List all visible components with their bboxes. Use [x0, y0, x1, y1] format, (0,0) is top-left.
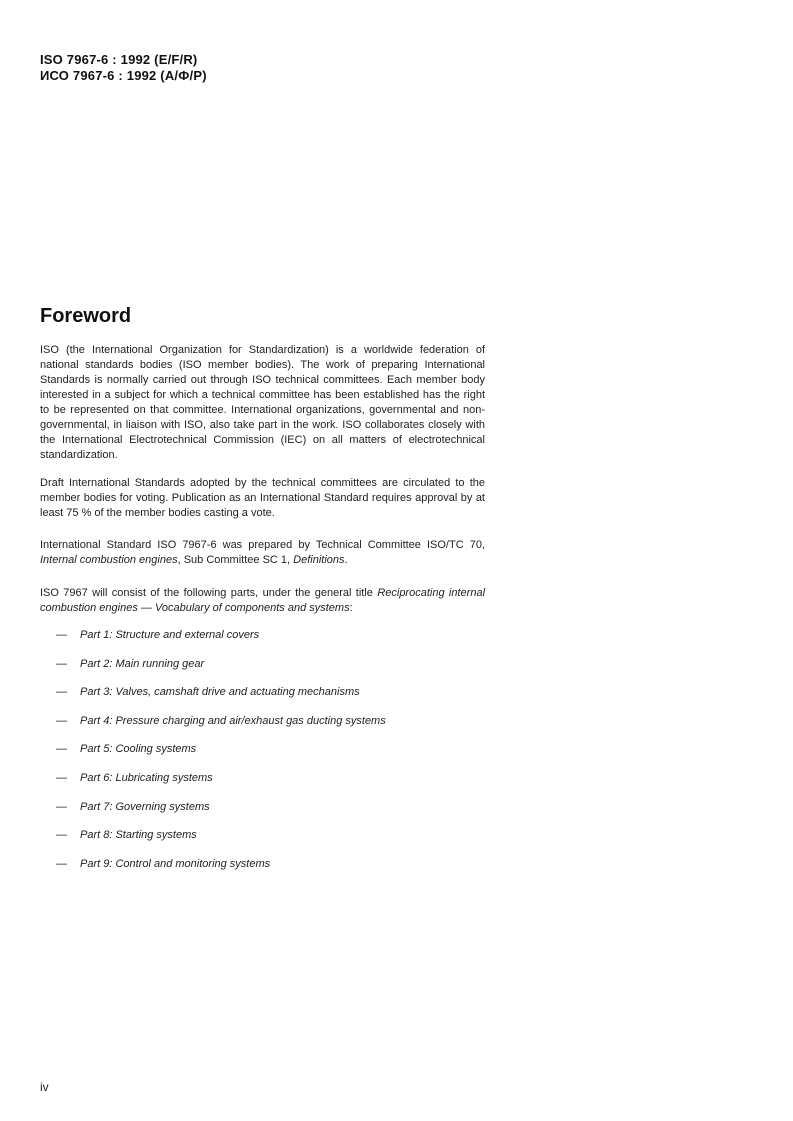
standard-number-latin: ISO 7967-6 : 1992 (E/F/R) — [40, 52, 198, 67]
list-dash: — — [56, 714, 67, 727]
list-dash: — — [56, 800, 67, 813]
list-dash: — — [56, 743, 67, 756]
page-title: Foreword — [40, 305, 132, 327]
list-dash: — — [56, 857, 67, 870]
list-item — [40, 828, 386, 857]
paragraph-draft-standards: Draft International Standards adopted by the technical committees are circulated to the member bodies for voting. Publication as an International Standard requires approval by at least 75 % of the member bodies casting a vote. — [40, 477, 485, 519]
list-item — [40, 685, 386, 714]
document-header — [40, 52, 207, 84]
list-item — [40, 742, 386, 771]
part-title: Main running gear — [115, 657, 205, 670]
paragraph-iso-intro: ISO (the International Organization for Standardization) is a worldwide federation of national standards bodies (ISO member bodies). The work of preparing International Standards is normally carried out through ISO technical committees. Each member body interested in a subject for which a technical committee has been established has the right to be represented on that committee. International organizations, governmental and non-governmental, in liaison with ISO, also take part in the work. ISO collaborates closely with the International Electrotechnical Commission (IEC) on all matters of electrotechnical standardization. — [40, 344, 485, 461]
paragraph-prepared-by — [40, 538, 485, 568]
committee-title: Internal combustion engines — [40, 554, 178, 566]
part-label: Part 3: — [80, 686, 113, 699]
list-item — [40, 657, 386, 686]
list-item — [40, 771, 386, 800]
list-item — [40, 628, 386, 657]
paragraph-parts-intro — [40, 586, 485, 616]
list-dash: — — [56, 686, 67, 699]
prepared-by-prefix: International Standard ISO 7967-6 was prepared by Technical Committee ISO/TC 70, — [40, 539, 485, 551]
list-dash: — — [56, 629, 67, 641]
part-label: Part 2: — [80, 657, 113, 670]
part-label: Part 1: — [80, 629, 113, 641]
part-title: Structure and external covers — [115, 629, 260, 641]
part-label: Part 9: — [80, 857, 113, 870]
parts-list — [40, 628, 386, 885]
prepared-by-middle: , Sub Committee SC 1, — [177, 554, 291, 566]
part-label: Part 5: — [80, 743, 113, 756]
part-title: Governing systems — [115, 800, 210, 813]
list-dash: — — [56, 829, 67, 842]
list-item — [40, 714, 386, 743]
part-title: Pressure charging and air/exhaust gas ducting systems — [115, 714, 386, 727]
subcommittee-title: Definitions — [293, 554, 345, 566]
list-item — [40, 857, 386, 886]
part-title: Cooling systems — [115, 743, 197, 756]
list-dash: — — [56, 771, 67, 784]
part-label: Part 7: — [80, 800, 113, 813]
part-label: Part 4: — [80, 714, 113, 727]
parts-intro-prefix: ISO 7967 will consist of the following parts, under the general title — [40, 587, 373, 599]
list-dash: — — [56, 657, 67, 670]
part-title: Control and monitoring systems — [115, 857, 271, 870]
part-title: Lubricating systems — [115, 771, 213, 784]
part-label: Part 6: — [80, 771, 113, 784]
standard-number-cyrillic: ИСО 7967-6 : 1992 (А/Ф/Р) — [40, 68, 207, 83]
part-title: Valves, camshaft drive and actuating mechanisms — [115, 686, 360, 699]
part-title: Starting systems — [115, 829, 197, 842]
list-item — [40, 800, 386, 829]
parts-intro-end: : — [349, 602, 353, 614]
part-label: Part 8: — [80, 829, 113, 842]
prepared-by-end: . — [344, 554, 348, 566]
general-title: Reciprocating internal combustion engines — Vocabulary of components and systems — [40, 587, 486, 614]
page-number: iv — [40, 1080, 49, 1094]
